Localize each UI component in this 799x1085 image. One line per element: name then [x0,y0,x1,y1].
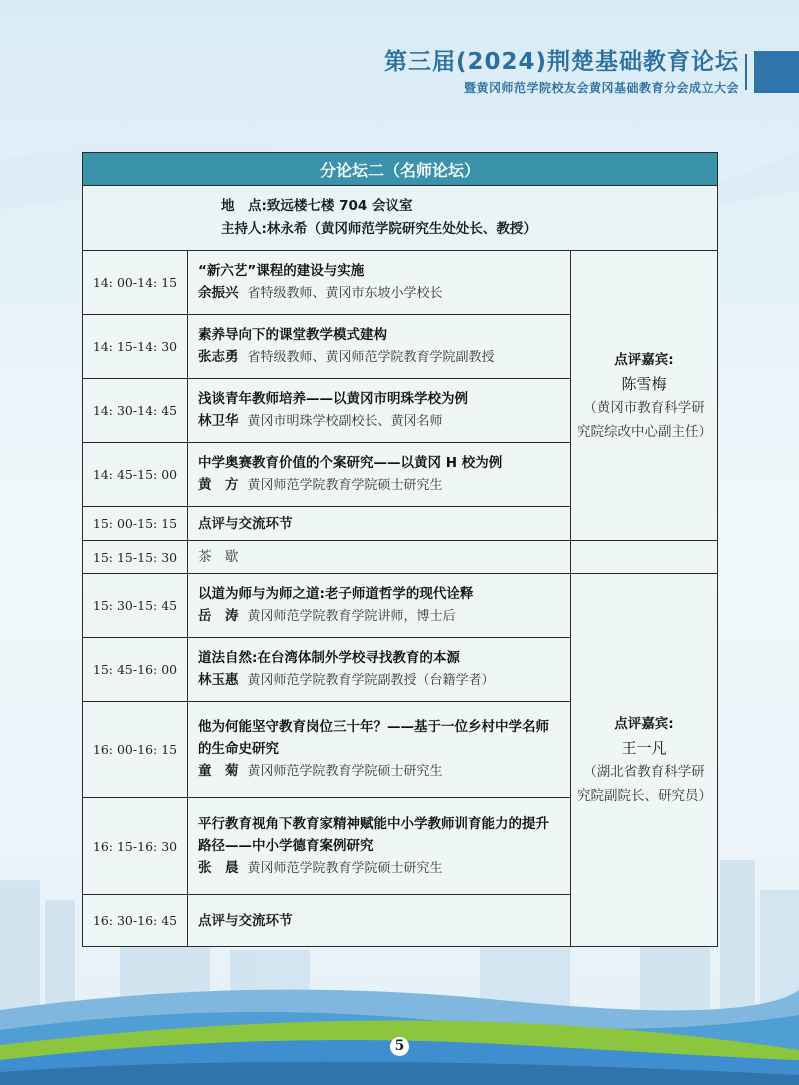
session-affiliation: 黄冈师范学院教育学院硕士研究生 [247,764,443,779]
session-title: “新六艺”课程的建设与实施 [198,263,365,279]
session-speaker: 张志勇 [198,349,239,365]
event-title: 第三届(2024)荆楚基础教育论坛 [383,49,739,75]
session-time: 14: 45-15: 00 [83,443,188,507]
session-time: 16: 00-16: 15 [83,702,188,798]
session-speaker: 林卫华 [198,413,239,429]
session-affiliation: 黄冈师范学院教育学院硕士研究生 [247,478,443,493]
table-row [83,541,718,574]
session-speaker: 岳 涛 [198,608,239,624]
session-title: 素养导向下的课堂教学模式建构 [198,327,387,343]
session-title: 平行教育视角下教育家精神赋能中小学教师训育能力的提升路径——中小学德育案例研究 [198,815,549,854]
session-speaker: 黄 方 [198,477,239,493]
location-label: 地 点: [221,198,267,214]
session-time: 15: 15-15: 30 [83,541,188,574]
session-speaker: 张 晨 [198,859,239,876]
session-time: 15: 30-15: 45 [83,574,188,638]
reviewer-name: 王一凡 [621,739,667,757]
session-title: 道法自然:在台湾体制外学校寻找教育的本源 [198,650,460,666]
session-content [188,798,571,895]
session-content [188,315,571,379]
session-title: 茶 歇 [188,541,571,574]
session-time: 14: 30-14: 45 [83,379,188,443]
session-time: 16: 15-16: 30 [83,798,188,895]
session-content [188,702,571,798]
session-speaker: 余振兴 [198,285,239,301]
forum-info [83,186,718,251]
page-number: 5 [390,1037,409,1056]
session-title: 中学奥赛教育价值的个案研究——以黄冈 H 校为例 [198,455,503,471]
host-line [83,218,717,241]
host-label: 主持人: [221,221,267,237]
session-affiliation: 黄冈师范学院教育学院副教授（台籍学者） [247,673,495,688]
session-title: 浅谈青年教师培养——以黄冈市明珠学校为例 [198,391,468,407]
forum-title: 分论坛二（名师论坛） [83,153,718,186]
empty-cell [571,541,718,574]
session-content [188,638,571,702]
event-subtitle: 暨黄冈师范学院校友会黄冈基础教育分会成立大会 [463,81,739,95]
session-speaker: 童 菊 [198,763,239,779]
reviewer-cell-1 [571,251,718,541]
reviewer-title: （黄冈市教育科学研究院综改中心副主任） [577,399,712,440]
schedule-table [82,152,718,947]
session-affiliation: 黄冈师范学院教育学院讲师，博士后 [247,609,456,624]
session-title: 以道为师与为师之道:老子师道哲学的现代诠释 [198,586,474,602]
table-row [83,574,718,638]
session-affiliation: 黄冈市明珠学校副校长、黄冈名师 [247,414,443,429]
header-divider [745,54,747,90]
session-content [188,574,571,638]
session-affiliation: 省特级教师、黄冈市东坡小学校长 [247,286,443,301]
event-header [384,48,739,96]
session-speaker: 林玉惠 [198,672,239,688]
host-value: 林永希（黄冈师范学院研究生处处长、教授） [266,221,537,237]
session-title: 点评与交流环节 [188,895,571,947]
reviewer-title: （湖北省教育科学研究院副院长、研究员） [577,764,712,804]
session-affiliation: 黄冈师范学院教育学院硕士研究生 [247,860,443,876]
session-title: 点评与交流环节 [188,507,571,541]
session-content [188,379,571,443]
reviewer-name: 陈雪梅 [621,374,667,393]
location-line [83,195,717,218]
table-row [83,251,718,315]
reviewer-label: 点评嘉宾: [614,351,674,368]
location-value: 致远楼七楼 704 会议室 [266,198,413,214]
session-time: 15: 45-16: 00 [83,638,188,702]
session-content [188,443,571,507]
session-time: 14: 15-14: 30 [83,315,188,379]
header-accent-block [754,51,799,93]
session-time: 15: 00-15: 15 [83,507,188,541]
reviewer-cell-2 [571,574,718,947]
reviewer-label: 点评嘉宾: [614,716,674,732]
session-time: 16: 30-16: 45 [83,895,188,947]
session-content [188,251,571,315]
session-time: 14: 00-14: 15 [83,251,188,315]
session-affiliation: 省特级教师、黄冈师范学院教育学院副教授 [247,350,495,365]
session-title: 他为何能坚守教育岗位三十年？——基于一位乡村中学名师的生命史研究 [198,719,549,757]
